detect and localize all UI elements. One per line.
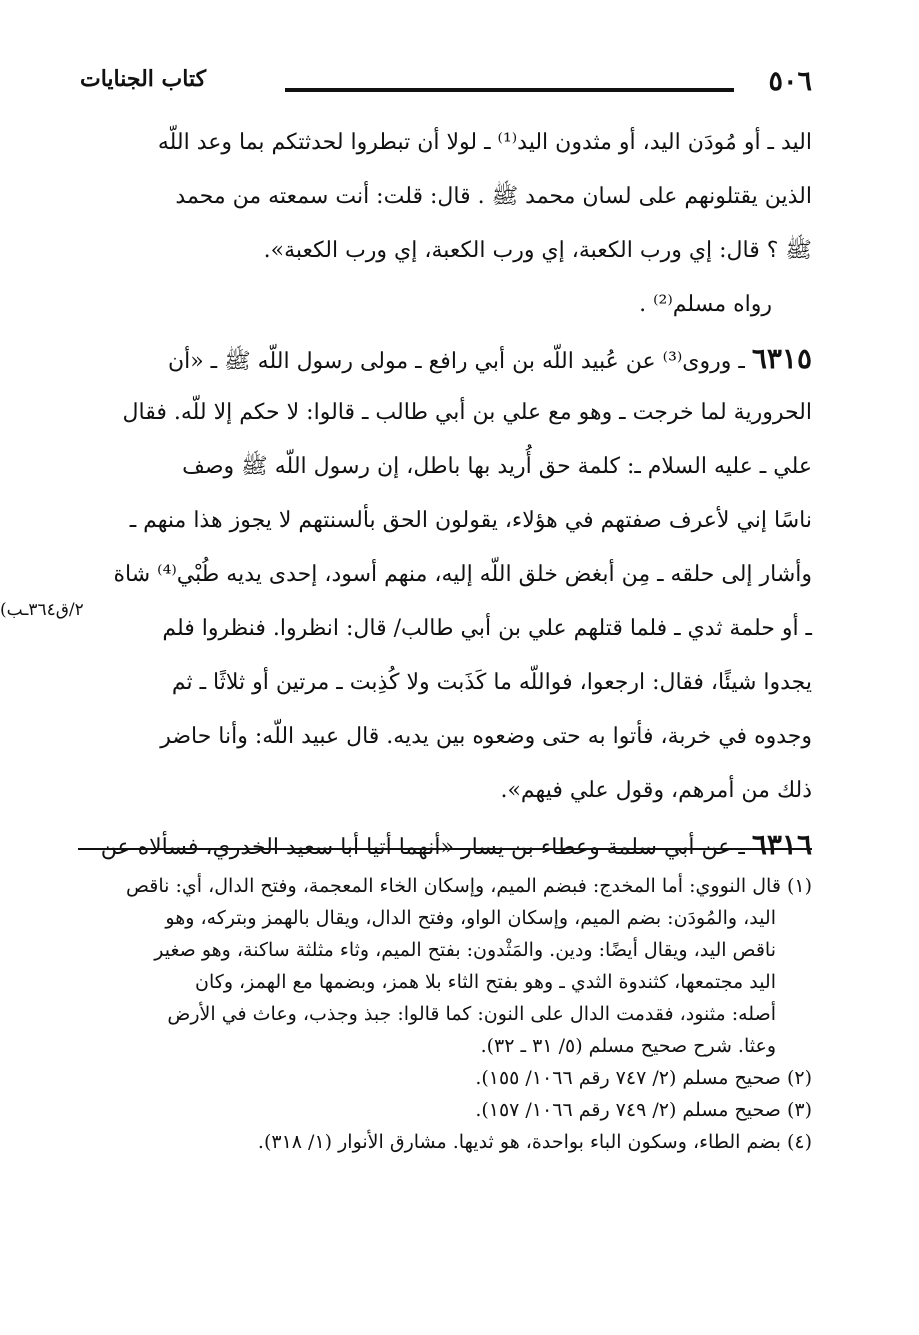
footnote-line: ناقص اليد، ويقال أيضًا: ودين. والمَثْدون: بفتح الميم، وثاء مثلثة ساكنة، وهو صغير <box>154 939 776 961</box>
footnote-line: (٤) بضم الطاء، وسكون الباء بواحدة، هو ثديها. مشارق الأنوار (١/ ٣١٨). <box>257 1131 812 1153</box>
hadith-6315-first-line <box>78 332 812 386</box>
footnote-line: (٣) صحيح مسلم (٢/ ٧٤٩ رقم ١٠٦٦/ ١٥٧). <box>475 1099 812 1121</box>
footnote-line: اليد مجتمعها، كثندوة الثدي ـ وهو بفتح الثاء بلا همز، وبضمها مع الهمز، وكان <box>195 971 776 993</box>
text-line: ـ عن أبي سلمة وعطاء بن يسار «أنهما أتيا أبا سعيد الخدري، فسألاه عن <box>100 835 745 860</box>
header-rule <box>285 88 734 92</box>
main-text <box>78 116 812 872</box>
text-line: اليد ـ أو مُودَن اليد، أو مثدون اليد⁽¹⁾ ـ لولا أن تبطروا لحدثتكم بما وعد اللّه <box>157 130 812 155</box>
text-line: ـ أو حلمة ثدي ـ فلما قتلهم علي بن أبي طالب/ قال: انظروا. فنظروا فلم <box>162 616 812 641</box>
text-line: ذلك من أمرهم، وقول علي فيهم». <box>500 778 812 803</box>
manuscript-margin-note: ٢/ق٣٦٤ـب) <box>0 600 84 620</box>
text-line: ﷺ ؟ قال: إي ورب الكعبة، إي ورب الكعبة، إي ورب الكعبة». <box>263 238 812 263</box>
page-header <box>80 66 812 100</box>
footnote-line: وعثا. شرح صحيح مسلم (٥/ ٣١ ـ ٣٢). <box>480 1035 776 1057</box>
hadith-number: ٦٣١٥ <box>751 342 812 375</box>
text-line: الذين يقتلونهم على لسان محمد ﷺ . قال: قلت: أنت سمعته من محمد <box>175 184 812 209</box>
text-line: ناسًا إني لأعرف صفتهم في هؤلاء، يقولون الحق بألسنتهم لا يجوز هذا منهم ـ <box>129 508 812 533</box>
text-line: علي ـ عليه السلام ـ: كلمة حق أُريد بها باطل، إن رسول اللّه ﷺ وصف <box>182 454 812 479</box>
footnote-line: (١) قال النووي: أما المخدج: فبضم الميم، وإسكان الخاء المعجمة، وفتح الدال، أي: ناقص <box>126 875 812 897</box>
text-line: الحرورية لما خرجت ـ وهو مع علي بن أبي طالب ـ قالوا: لا حكم إلا للّه. فقال <box>122 400 812 425</box>
text-line: ـ وروى⁽³⁾ عن عُبيد اللّه بن أبي رافع ـ مولى رسول اللّه ﷺ ـ «أن <box>167 349 745 374</box>
text-line: وأشار إلى حلقه ـ مِن أبغض خلق اللّه إليه، منهم أسود، إحدى يديه طُبْي⁽⁴⁾ شاة <box>113 562 812 587</box>
hadith-6316-first-line <box>78 818 812 872</box>
footnote-line: أصله: مثنود، فقدمت الدال على النون: كما قالوا: جبذ وجذب، وعاث في الأرض <box>167 1003 776 1025</box>
book-title: كتاب الجنايات <box>80 66 207 92</box>
footnotes <box>78 870 812 1158</box>
footnote-separator <box>78 848 812 850</box>
footnote-line: (٢) صحيح مسلم (٢/ ٧٤٧ رقم ١٠٦٦/ ١٥٥). <box>475 1067 812 1089</box>
text-line: رواه مسلم⁽²⁾ . <box>639 292 772 317</box>
footnote-line: اليد، والمُودَن: بضم الميم، وإسكان الواو، وفتح الدال، ويقال بالهمز وبتركه، وهو <box>165 907 776 929</box>
text-line: يجدوا شيئًا، فقال: ارجعوا، فواللّه ما كَذَبت ولا كُذِبت ـ مرتين أو ثلاثًا ـ ثم <box>171 670 812 695</box>
text-line: وجدوه في خربة، فأتوا به حتى وضعوه بين يديه. قال عبيد اللّه: وأنا حاضر <box>160 724 812 749</box>
page-number: ٥٠٦ <box>768 66 812 97</box>
hadith-number: ٦٣١٦ <box>751 828 812 861</box>
